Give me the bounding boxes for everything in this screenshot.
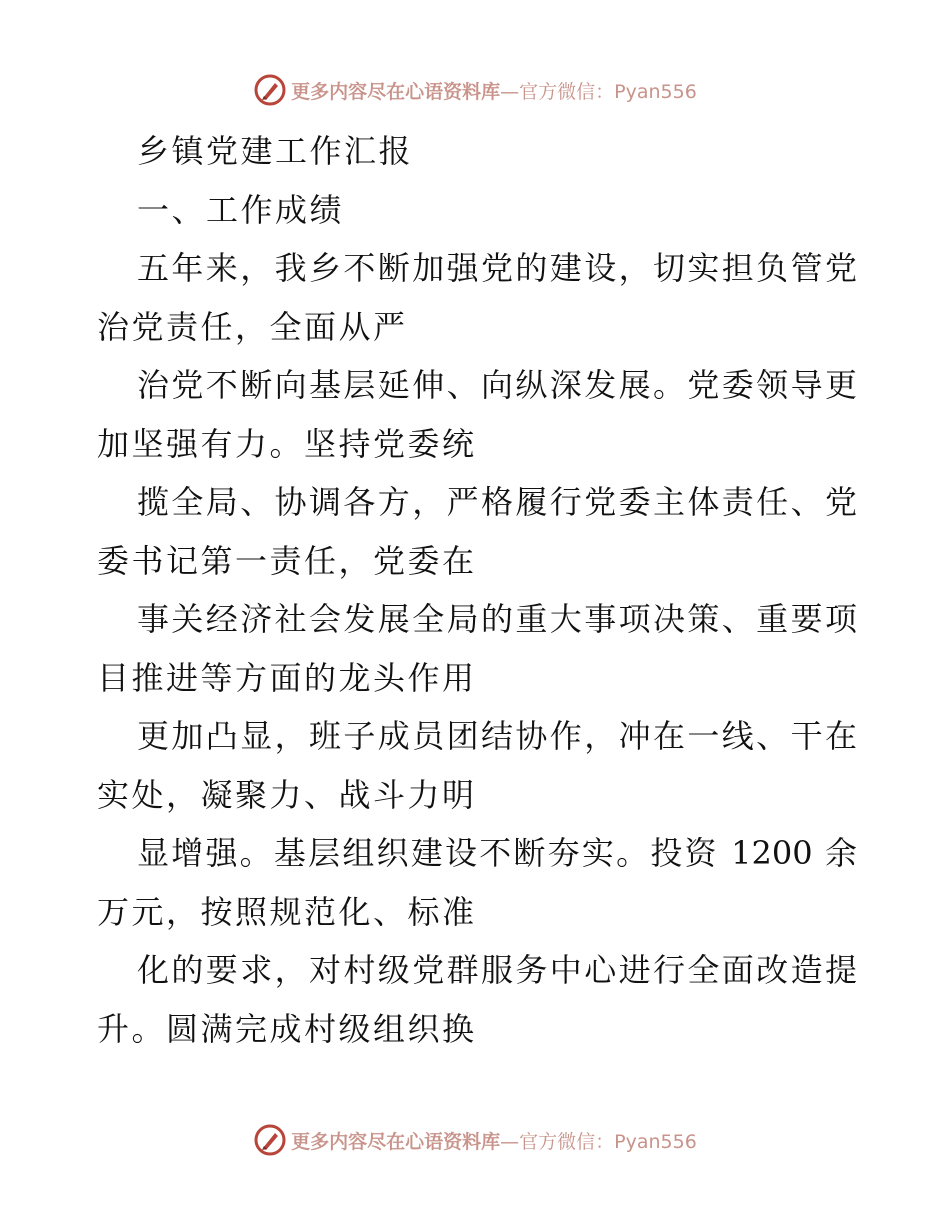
paragraph-line: 升。圆满完成村级组织换 — [97, 1009, 477, 1048]
document-title: 乡镇党建工作汇报 — [137, 132, 414, 170]
paragraph-line: 治党不断向基层延伸、向纵深发展。党委领导更 — [137, 366, 857, 404]
paragraph-line: 目推进等方面的龙头作用 — [97, 658, 477, 697]
paragraph-line: 显增强。基层组织建设不断夯实。投资 1200 余 — [137, 834, 857, 872]
paragraph-line: 五年来，我乡不断加强党的建设，切实担负管党 — [137, 249, 857, 287]
watermark-sub-text: —官方微信：Pyan556 — [500, 80, 697, 103]
paragraph-line: 治党责任，全面从严 — [97, 307, 408, 346]
header-watermark — [0, 70, 950, 110]
paragraph-line: 加坚强有力。坚持党委统 — [97, 424, 477, 463]
paragraph-line: 更加凸显，班子成员团结协作，冲在一线、干在 — [137, 717, 857, 755]
watermark-main-text: 更多内容尽在心语资料库 — [291, 1130, 501, 1153]
document-body — [97, 122, 857, 1058]
paragraph-line: 实处，凝聚力、战斗力明 — [97, 775, 477, 814]
paragraph-line: 万元，按照规范化、标准 — [97, 892, 477, 931]
pen-logo-icon — [253, 73, 287, 107]
footer-watermark — [0, 1120, 950, 1160]
paragraph-line: 揽全局、协调各方，严格履行党委主体责任、党 — [137, 483, 857, 521]
section-heading: 一、工作成绩 — [137, 190, 345, 229]
watermark-sub-text: —官方微信：Pyan556 — [500, 1130, 697, 1153]
paragraph-line: 事关经济社会发展全局的重大事项决策、重要项 — [137, 600, 857, 638]
watermark-main-text: 更多内容尽在心语资料库 — [291, 80, 501, 103]
paragraph-line: 化的要求，对村级党群服务中心进行全面改造提 — [137, 951, 857, 989]
paragraph-line: 委书记第一责任，党委在 — [97, 541, 477, 580]
pen-logo-icon — [253, 1123, 287, 1157]
